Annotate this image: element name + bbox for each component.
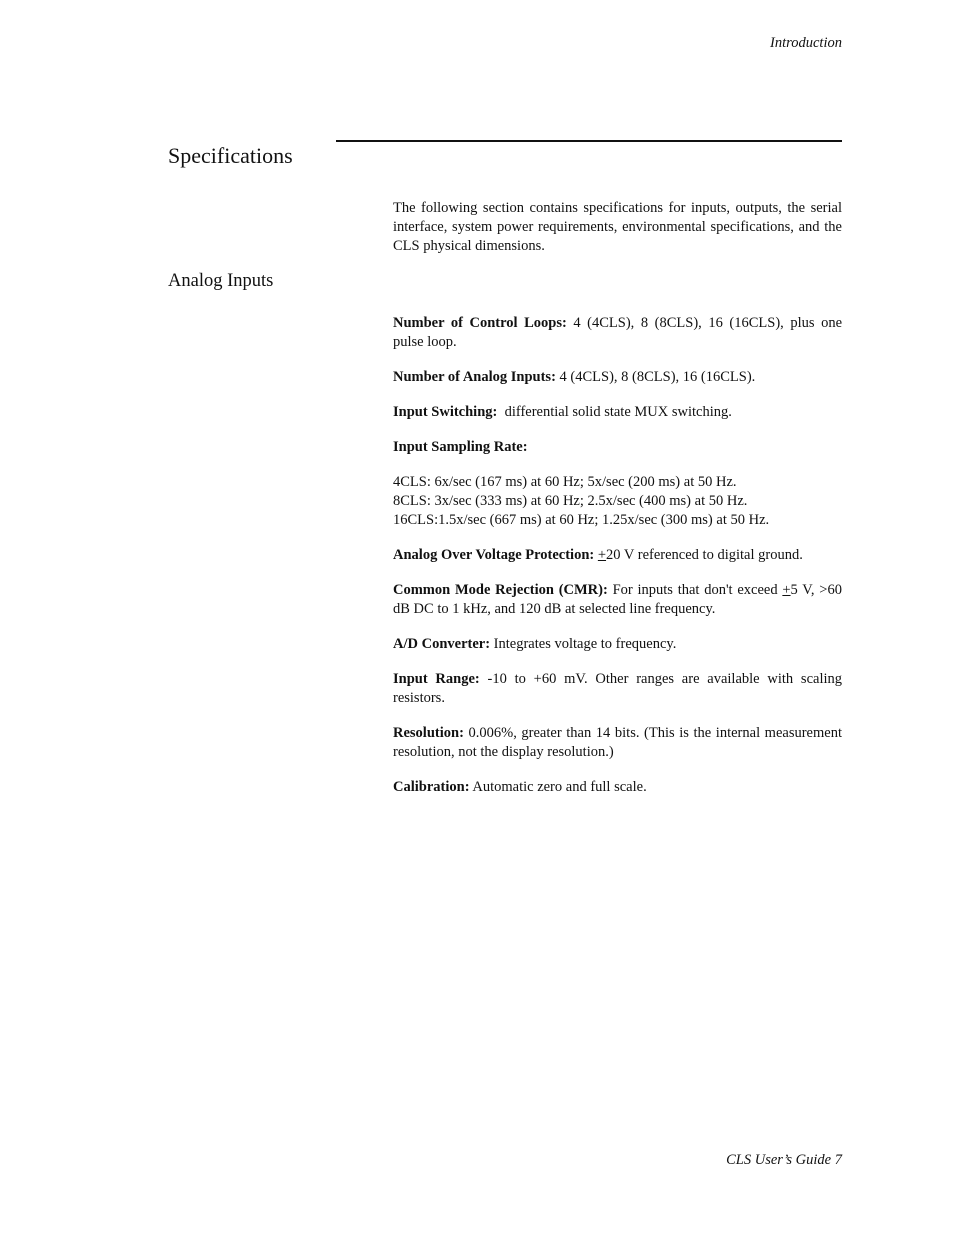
- spec-calibration: [393, 778, 842, 797]
- spec-input-range: [393, 670, 842, 708]
- spec-value: Automatic zero and full scale.: [469, 779, 647, 795]
- running-header: Introduction: [770, 35, 842, 51]
- intro-column: [393, 199, 842, 256]
- spec-label: Input Switching:: [393, 404, 498, 420]
- sampling-rate-list: [393, 473, 842, 530]
- spec-cmr: [393, 581, 842, 619]
- spec-label: Input Range:: [393, 671, 480, 687]
- spec-label: Common Mode Rejection (CMR):: [393, 582, 608, 598]
- sampling-rate-4cls: 4CLS: 6x/sec (167 ms) at 60 Hz; 5x/sec (200 ms) at 50 Hz.: [393, 474, 737, 490]
- spec-value: 4 (4CLS), 8 (8CLS), 16 (16CLS).: [555, 369, 756, 385]
- section-title: Specifications: [168, 143, 293, 168]
- spec-value: 4 (4CLS), 8 (8CLS), 16 (16CLS), plus one pulse loop.: [393, 315, 842, 350]
- subsection-title: Analog Inputs: [168, 271, 274, 291]
- spec-control-loops: [393, 314, 842, 352]
- spec-label: Number of Analog Inputs:: [393, 369, 556, 385]
- spec-analog-inputs: [393, 368, 842, 387]
- spec-label: Number of Control Loops:: [393, 315, 567, 331]
- sampling-rate-8cls: 8CLS: 3x/sec (333 ms) at 60 Hz; 2.5x/sec (400 ms) at 50 Hz.: [393, 493, 748, 509]
- spec-ad-converter: [393, 635, 842, 654]
- spec-value: Integrates voltage to frequency.: [490, 636, 677, 652]
- spec-label: Input Sampling Rate:: [393, 439, 528, 455]
- spec-sampling-rate: [393, 438, 842, 457]
- spec-label: Analog Over Voltage Protection:: [393, 547, 595, 563]
- spec-value: 20 V referenced to digital ground.: [606, 547, 803, 563]
- spec-label: Calibration:: [393, 779, 470, 795]
- section-rule: [336, 140, 842, 142]
- spec-value: 5 V, >60 dB DC to 1 kHz, and 120 dB at selected line frequency.: [393, 582, 842, 617]
- spec-input-switching: [393, 403, 842, 422]
- running-footer: CLS User’s Guide 7: [726, 1152, 842, 1168]
- spec-label: Resolution:: [393, 725, 464, 741]
- sampling-rate-16cls: 16CLS:1.5x/sec (667 ms) at 60 Hz; 1.25x/sec (300 ms) at 50 Hz.: [393, 512, 770, 528]
- intro-paragraph: The following section contains specifications for inputs, outputs, the serial interface, system power requirements, environmental specifications, and the CLS physical dimensions.: [393, 200, 842, 254]
- spec-value: 0.006%, greater than 14 bits. (This is the internal measurement resolution, not the display resolution.): [393, 725, 842, 760]
- spec-resolution: [393, 724, 842, 762]
- spec-over-voltage: [393, 546, 842, 565]
- spec-value: differential solid state MUX switching.: [497, 404, 732, 420]
- spec-label: A/D Converter:: [393, 636, 491, 652]
- analog-inputs-specs: [393, 314, 842, 813]
- spec-value: -10 to +60 mV. Other ranges are available with scaling resistors.: [393, 671, 843, 706]
- plus-minus-sign: +: [597, 547, 607, 563]
- spec-value: For inputs that don't exceed: [607, 582, 783, 598]
- plus-minus-sign: +: [782, 582, 791, 598]
